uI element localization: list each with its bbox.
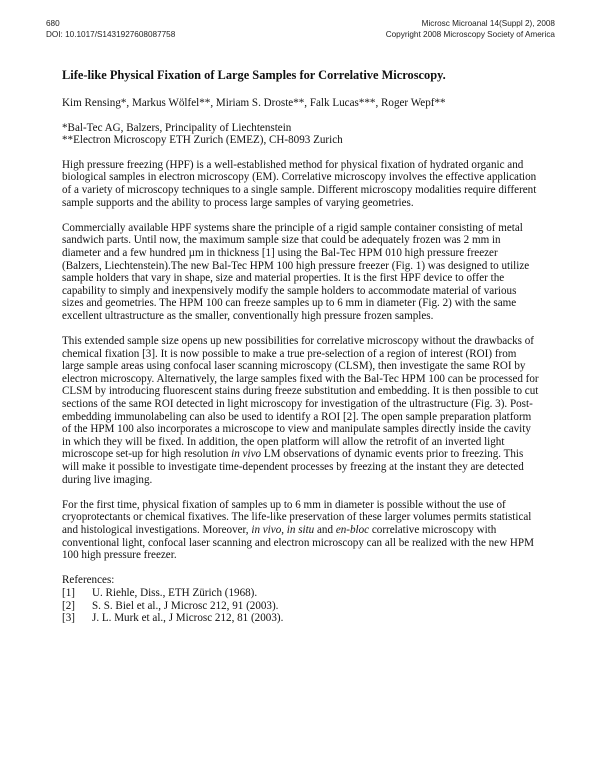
italic-term: in vivo	[251, 524, 282, 536]
reference-text: S. S. Biel et al., J Microsc 212, 91 (2003).	[92, 599, 279, 612]
reference-text: U. Riehle, Diss., ETH Zürich (1968).	[92, 586, 258, 599]
doi: DOI: 10.1017/S1431927608087758	[46, 29, 176, 39]
reference-item	[62, 612, 540, 625]
reference-number: [3]	[62, 612, 75, 625]
copyright: Copyright 2008 Microscopy Society of America	[385, 29, 555, 39]
paragraph-intro: High pressure freezing (HPF) is a well-established method for physical fixation of hydrated organic and biological samples in electron microscopy (EM). Correlative microscopy involves the effective application of a variety of microscopy techniques to a single sample. Different microscopy modalities require different sample supports and the ability to process large samples of varying geometries.	[62, 158, 537, 209]
references-heading: References:	[62, 574, 115, 587]
paragraph-text: This extended sample size opens up new possibilities for correlative microscopy without the drawbacks of chemical fixation [3]. It is now possible to make a true pre-selection of a region of interest (ROI) from large sample areas using confocal laser scanning microscopy (CLSM), then investigate the same ROI by electron microscopy. Alternatively, the large samples fixed with the Bal-Tec HPM 100 can be processed for CLSM by introducing fluorescent stains during freeze substitution and embedding. It is then possible to cut sections of the same ROI detected in light microscopy for investigation of the ultrastructure (Fig. 3). Post-embedding immunolabeling can also be used to identify a ROI [2]. The open sample preparation platform of the HPM 100 also incorporates a microscope to view and manipulate samples directly inside the cavity in which they will be fixed. In addition, the open platform will allow the retrofit of an inverted light microscope set-up for high resolution	[62, 335, 539, 461]
paragraph-correlative	[62, 335, 540, 486]
paragraph-text: correlative microscopy with conventional light, confocal laser scanning and electron microscopy can all be realized with the new HPM 100 high pressure freezer.	[62, 524, 534, 562]
paragraph-hpf-systems: Commercially available HPF systems share the principle of a rigid sample container consisting of metal sandwich parts. Until now, the maximum sample size that could be adequately frozen was 2 mm in diameter and a few hundred µm in thickness [1] using the Bal-Tec HPM 010 high pressure freezer (Balzers, Liechtenstein).The new Bal-Tec HPM 100 high pressure freezer (Fig. 1) was designed to utilize sample holders that vary in shape, size and material properties. It is the first HPF device to offer the capability to simply and inexpensively modify the sample holders to accommodate material of various sizes and geometries. The HPM 100 can freeze samples up to 6 mm in diameter (Fig. 2) with the same excellent ultrastructure as the smaller, conventionally high pressure frozen samples.	[62, 221, 530, 322]
header-right	[386, 19, 555, 40]
article-title: Life-like Physical Fixation of Large Samples for Correlative Microscopy.	[62, 68, 446, 82]
reference-item	[62, 600, 540, 613]
paragraph-conclusion	[62, 499, 540, 562]
italic-term: in vivo	[231, 448, 262, 461]
affiliations	[62, 122, 540, 147]
italic-term: en-bloc	[335, 524, 370, 536]
separator-text: ,	[281, 524, 287, 536]
article-body	[62, 68, 540, 625]
reference-number: [1]	[62, 586, 75, 599]
page-number: 680	[46, 19, 60, 28]
affiliation-1: *Bal-Tec AG, Balzers, Principality of Liechtenstein	[62, 121, 292, 134]
journal-citation: Microsc Microanal 14(Suppl 2), 2008	[421, 19, 555, 28]
paragraph-text: LM observations of dynamic events prior to freezing. This will make it possible to investigate time-dependent processes by freezing at the instant they are detected during live imaging.	[62, 448, 524, 486]
reference-text: J. L. Murk et al., J Microsc 212, 81 (2003).	[92, 612, 284, 625]
affiliation-2: **Electron Microscopy ETH Zurich (EMEZ), CH-8093 Zurich	[62, 134, 343, 147]
paragraph-text: For the first time, physical fixation of samples up to 6 mm in diameter is possible without the use of cryoprotectants or chemical fixatives. The life-like preservation of these larger volumes permits statistical and histological investigations. Moreover,	[62, 498, 532, 536]
separator-text: and	[314, 524, 336, 536]
references	[62, 574, 540, 624]
italic-term: in situ	[286, 524, 315, 536]
reference-item	[62, 587, 540, 600]
reference-number: [2]	[62, 599, 75, 612]
header-left	[46, 19, 175, 40]
author-list: Kim Rensing*, Markus Wölfel**, Miriam S. Droste**, Falk Lucas***, Roger Wepf**	[62, 97, 446, 109]
